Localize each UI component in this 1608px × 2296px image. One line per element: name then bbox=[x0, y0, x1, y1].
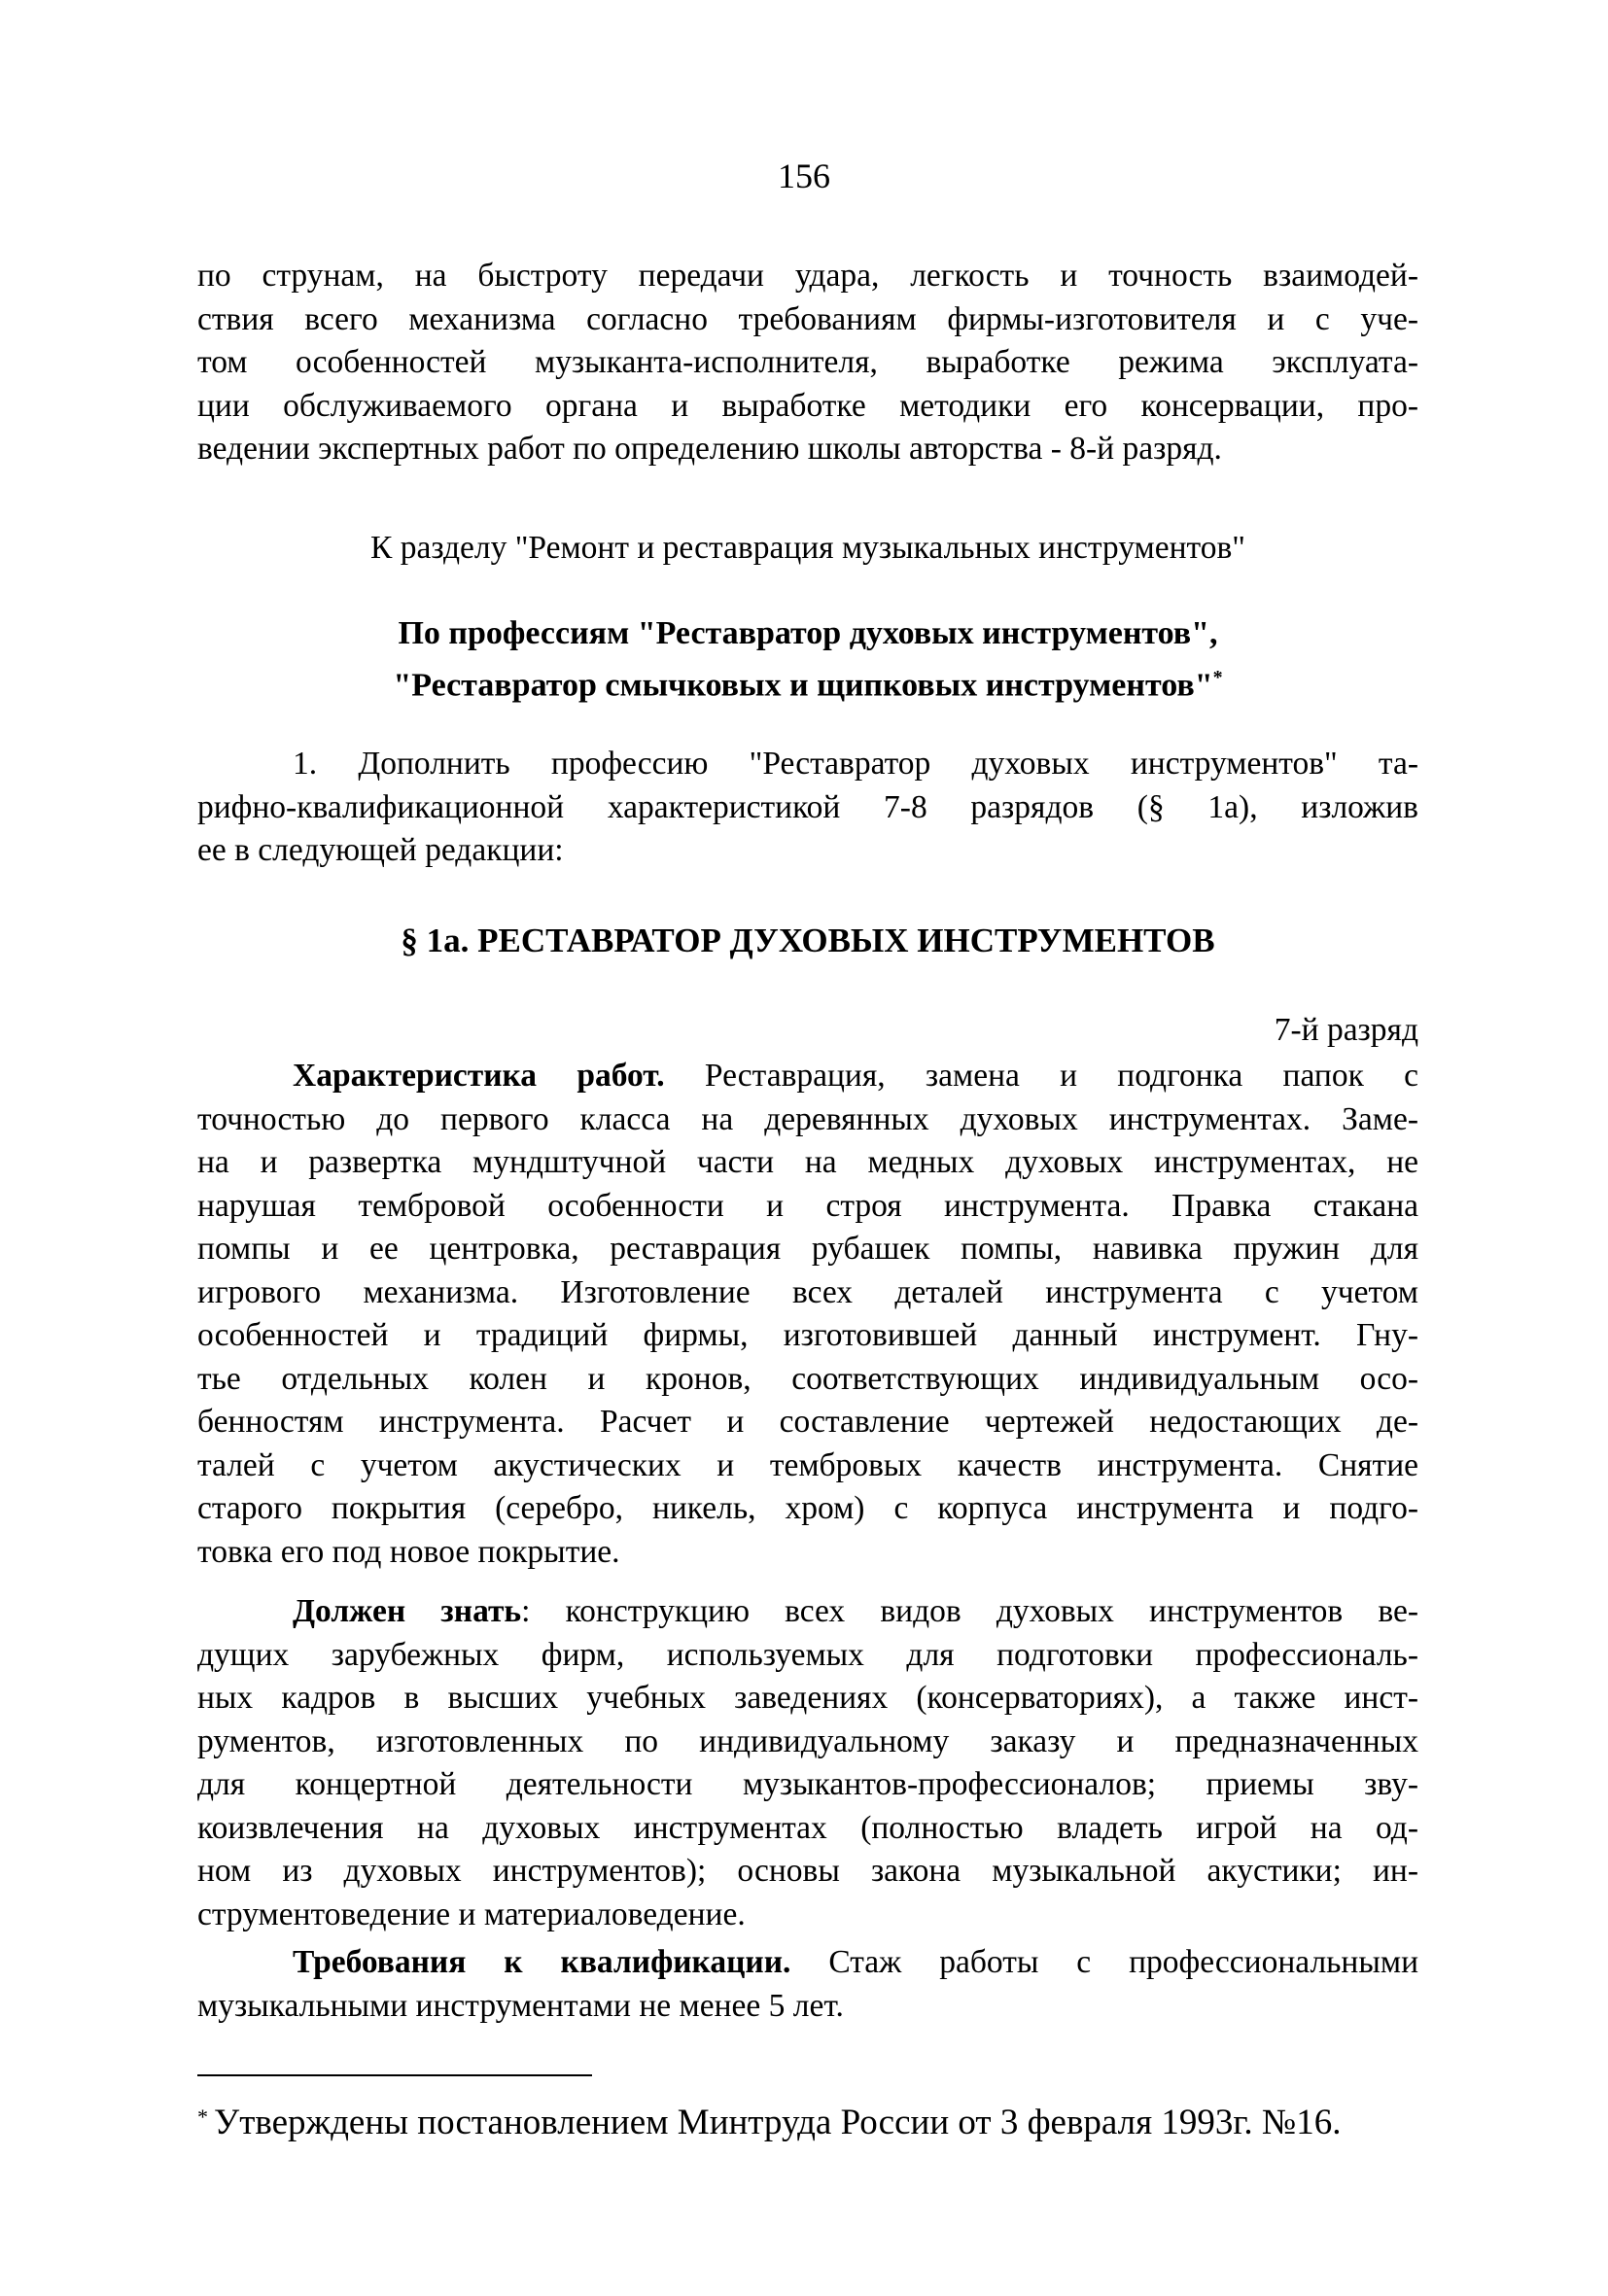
text-line bbox=[197, 1677, 1418, 1721]
text-line bbox=[197, 1401, 1418, 1444]
text-line bbox=[197, 1314, 1418, 1358]
line-text: ном из духовых инструментов); основы закона музыкальной акустики; ин- bbox=[197, 1853, 1418, 1889]
line-text: том особенностей музыканта-исполнителя, выработке режима эксплуата- bbox=[197, 344, 1418, 380]
professions-heading-text: "Реставратор смычковых и щипковых инструментов" bbox=[393, 666, 1213, 703]
line-text: помпы и ее центровка, реставрация рубашек помпы, навивка пружин для bbox=[197, 1231, 1418, 1267]
line-text: по струнам, на быстроту передачи удара, легкость и точность взаимодей- bbox=[197, 258, 1418, 294]
text-line bbox=[197, 1531, 1418, 1575]
line-text: рументов, изготовленных по индивидуальному заказу и предназначенных bbox=[197, 1722, 1418, 1759]
footnote-text: Утверждены постановлением Минтруда России от 3 февраля 1993г. №16. bbox=[214, 2103, 1342, 2142]
grade-block bbox=[197, 1009, 1418, 1053]
text-line bbox=[197, 1271, 1418, 1315]
text-line bbox=[197, 1444, 1418, 1488]
line-text: ее в следующей редакции: bbox=[197, 832, 564, 868]
line-text: музыкальными инструментами не менее 5 лет. bbox=[197, 1987, 844, 2024]
text-line bbox=[197, 1141, 1418, 1185]
text-line bbox=[197, 1985, 1418, 2029]
text-line bbox=[197, 1763, 1418, 1807]
text-line bbox=[197, 743, 1418, 786]
text-line bbox=[197, 786, 1418, 830]
footnote-divider bbox=[197, 2074, 592, 2076]
line-text: рифно-квалификационной характеристикой 7-8 разрядов (§ 1а), изложив bbox=[197, 788, 1418, 825]
professions-heading-line: По профессиям "Реставратор духовых инструментов", bbox=[398, 615, 1218, 651]
line-text: Стаж работы с профессиональными bbox=[790, 1944, 1418, 1980]
text-line bbox=[197, 1185, 1418, 1229]
line-text: коизвлечения на духовых инструментах (полностью владеть игрой на од- bbox=[197, 1809, 1418, 1846]
text-line bbox=[197, 1941, 1418, 1985]
line-text: тье отдельных колен и кронов, соответствующих индивидуальным осо- bbox=[197, 1360, 1418, 1397]
paragraph-continuation bbox=[197, 255, 1418, 471]
footnote bbox=[197, 2094, 1422, 2146]
text-line bbox=[197, 1098, 1418, 1142]
section-reference bbox=[197, 527, 1418, 571]
text-line bbox=[197, 1358, 1418, 1402]
line-text: на и развертка мундштучной части на медных духовых инструментах, не bbox=[197, 1144, 1418, 1180]
must-know-paragraph bbox=[197, 1590, 1418, 1936]
line-text: товка его под новое покрытие. bbox=[197, 1533, 620, 1570]
paragraph-lead: Должен знать bbox=[293, 1593, 522, 1629]
line-text: старого покрытия (серебро, никель, хром) с корпуса инструмента и подго- bbox=[197, 1490, 1418, 1526]
section-title-block bbox=[197, 920, 1418, 963]
page-number: 156 bbox=[778, 157, 830, 195]
line-text: 1. Дополнить профессию "Реставратор духовых инструментов" та- bbox=[293, 746, 1418, 782]
text-line bbox=[197, 298, 1418, 342]
text-line bbox=[197, 385, 1418, 429]
line-text: ствия всего механизма согласно требованиям фирмы-изготовителя и с уче- bbox=[197, 300, 1418, 337]
text-line bbox=[197, 341, 1418, 385]
grade-label: 7-й разряд bbox=[1274, 1012, 1418, 1048]
requirements-paragraph bbox=[197, 1941, 1418, 2028]
section-title: § 1а. РЕСТАВРАТОР ДУХОВЫХ ИНСТРУМЕНТОВ bbox=[401, 922, 1215, 959]
paragraph-lead: Требования к квалификации. bbox=[293, 1944, 791, 1980]
line-text: дущих зарубежных фирм, используемых для подготовки профессиональ- bbox=[197, 1636, 1418, 1673]
characteristics-paragraph bbox=[197, 1055, 1418, 1574]
text-line bbox=[197, 255, 1418, 298]
line-text: ции обслуживаемого органа и выработке методики его консервации, про- bbox=[197, 387, 1418, 424]
text-line bbox=[197, 1894, 1418, 1937]
text-line bbox=[197, 1850, 1418, 1894]
line-text: ных кадров в высших учебных заведениях (консерваториях), а также инст- bbox=[197, 1680, 1418, 1716]
text-line bbox=[197, 829, 1418, 873]
line-text: : конструкцию всех видов духовых инструментов ве- bbox=[521, 1593, 1418, 1629]
paragraph-amendment bbox=[197, 743, 1418, 873]
footnote-marker: * bbox=[197, 2105, 208, 2129]
line-text: особенностей и традиций фирмы, изготовившей данный инструмент. Гну- bbox=[197, 1317, 1418, 1353]
line-text: струментоведение и материаловедение. bbox=[197, 1896, 746, 1932]
professions-heading bbox=[197, 612, 1418, 703]
line-text: игрового механизма. Изготовление всех деталей инструмента с учетом bbox=[197, 1273, 1418, 1310]
paragraph-lead: Характеристика работ. bbox=[293, 1058, 665, 1094]
text-line bbox=[197, 1590, 1418, 1634]
text-line bbox=[197, 1055, 1418, 1098]
text-line bbox=[197, 1228, 1418, 1271]
line-text: Реставрация, замена и подгонка папок с bbox=[664, 1058, 1418, 1094]
professions-heading-line bbox=[197, 656, 1418, 703]
line-text: нарушая тембровой особенности и строя инструмента. Правка стакана bbox=[197, 1187, 1418, 1224]
line-text: ведении экспертных работ по определению школы авторства - 8-й разряд. bbox=[197, 431, 1222, 467]
text-line bbox=[197, 1634, 1418, 1678]
text-line bbox=[197, 1721, 1418, 1764]
text-line bbox=[197, 428, 1418, 471]
line-text: точностью до первого класса на деревянных духовых инструментах. Заме- bbox=[197, 1100, 1418, 1137]
line-text: талей с учетом акустических и тембровых качеств инструмента. Снятие bbox=[197, 1446, 1418, 1483]
text-line bbox=[197, 1807, 1418, 1851]
line-text: бенностям инструмента. Расчет и составление чертежей недостающих де- bbox=[197, 1404, 1418, 1440]
footnote-marker: * bbox=[1212, 666, 1223, 688]
line-text: для концертной деятельности музыкантов-профессионалов; приемы зву- bbox=[197, 1766, 1418, 1802]
section-reference-text: К разделу "Ремонт и реставрация музыкальных инструментов" bbox=[370, 530, 1245, 566]
text-line bbox=[197, 1487, 1418, 1531]
